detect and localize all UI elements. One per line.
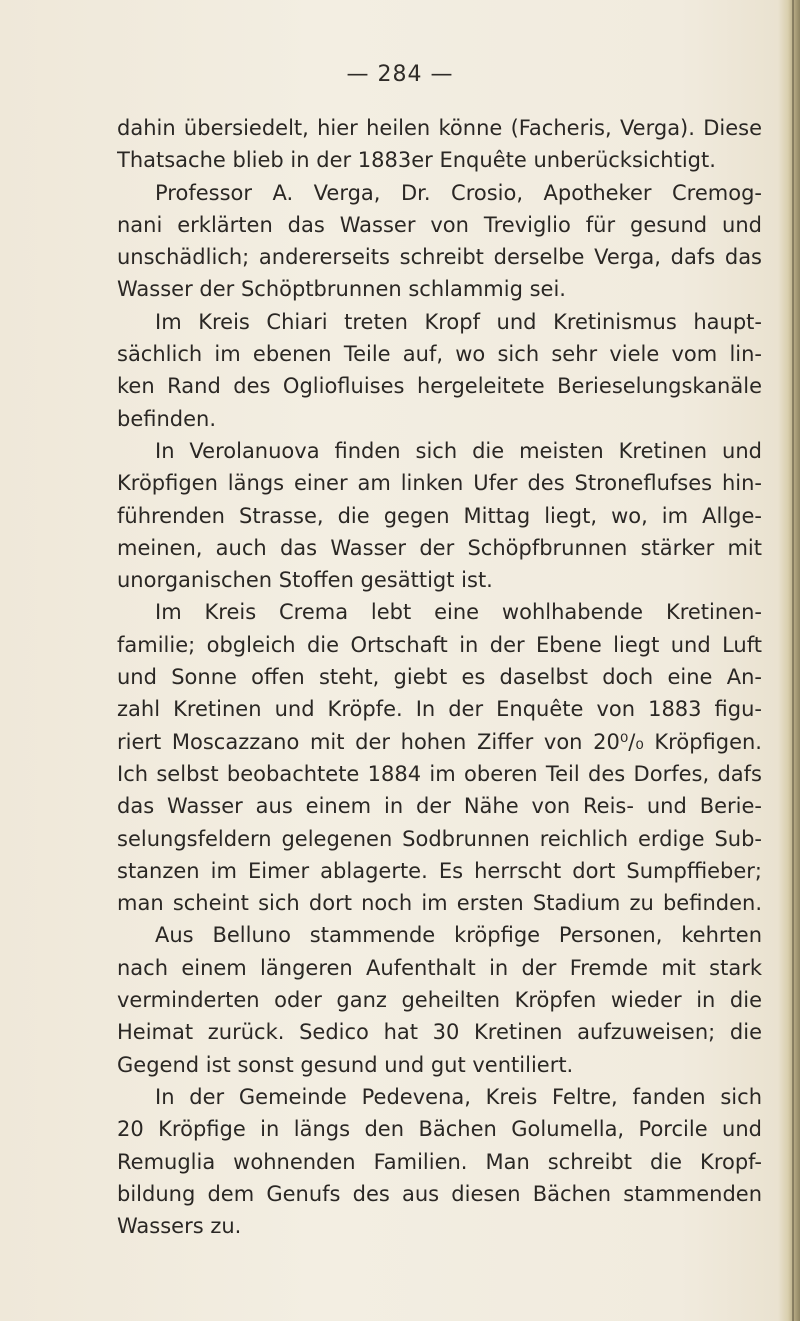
text-line: unorganischen Stoffen gesättigt ist.: [117, 568, 493, 593]
text-line: Gegend ist sonst gesund und gut ventiliert.: [117, 1052, 574, 1077]
text-line: Remuglia wohnenden Familien. Man schreibt die Kropf-: [117, 1149, 762, 1174]
text-line: meinen, auch das Wasser der Schöpfbrunnen stärker mit: [117, 535, 762, 560]
text-line: sächlich im ebenen Teile auf, wo sich sehr viele vom lin-: [117, 342, 762, 367]
page-edge-shadow: [778, 0, 800, 1321]
text-line: nach einem längeren Aufenthalt in der Fremde mit stark: [117, 955, 762, 980]
text-line: und Sonne offen steht, giebt es daselbst doch eine An-: [117, 665, 762, 690]
text-line: Professor A. Verga, Dr. Crosio, Apotheker Cremog-: [155, 180, 762, 205]
text-line: riert Moscazzano mit der hohen Ziffer von 20⁰/₀ Kröpfigen.: [117, 729, 762, 754]
page-edge-line: [792, 0, 794, 1321]
text-line: Im Kreis Chiari treten Kropf und Kretinismus haupt-: [155, 309, 762, 334]
text-line: unschädlich; andererseits schreibt derselbe Verga, dafs das: [117, 245, 762, 270]
text-line: nani erklärten das Wasser von Treviglio für gesund und: [117, 212, 762, 237]
text-line: Kröpfigen längs einer am linken Ufer des Stroneflufses hin-: [117, 471, 762, 496]
text-line: 20 Kröpfige in längs den Bächen Golumella, Porcile und: [117, 1117, 762, 1142]
text-line: befinden.: [117, 406, 217, 431]
text-line: ken Rand des Ogliofluises hergeleitete Berieselungskanäle: [117, 374, 762, 399]
text-line: bildung dem Genufs des aus diesen Bächen stammenden: [117, 1181, 762, 1206]
text-line: man scheint sich dort noch im ersten Stadium zu befinden.: [117, 891, 762, 916]
text-line: selungsfeldern gelegenen Sodbrunnen reichlich erdige Sub-: [117, 826, 762, 851]
text-line: das Wasser aus einem in der Nähe von Reis- und Berie-: [117, 794, 762, 819]
text-line: zahl Kretinen und Kröpfe. In der Enquête von 1883 figu-: [117, 697, 762, 722]
text-line: Im Kreis Crema lebt eine wohlhabende Kretinen-: [155, 600, 762, 625]
text-line: In der Gemeinde Pedevena, Kreis Feltre, fanden sich: [155, 1084, 762, 1109]
text-line: Wasser der Schöptbrunnen schlammig sei.: [117, 277, 566, 302]
text-line: dahin übersiedelt, hier heilen könne (Facheris, Verga). Diese: [117, 116, 762, 140]
text-line: familie; obgleich die Ortschaft in der Ebene liegt und Luft: [117, 632, 762, 657]
text-line: Thatsache blieb in der 1883er Enquête unberücksichtigt.: [117, 148, 716, 173]
page-number: — 284 —: [346, 62, 454, 87]
text-line: Wassers zu.: [117, 1214, 242, 1239]
body-text: [117, 112, 762, 1242]
text-line: verminderten oder ganz geheilten Kröpfen wieder in die: [117, 988, 762, 1013]
text-line: Aus Belluno stammende kröpfige Personen, kehrten: [155, 923, 762, 948]
text-line: In Verolanuova finden sich die meisten Kretinen und: [155, 438, 762, 463]
text-line: führenden Strasse, die gegen Mittag liegt, wo, im Allge-: [117, 503, 762, 528]
text-line: stanzen im Eimer ablagerte. Es herrscht dort Sumpffieber;: [117, 858, 762, 883]
text-line: Ich selbst beobachtete 1884 im oberen Teil des Dorfes, dafs: [117, 761, 762, 786]
text-line: Heimat zurück. Sedico hat 30 Kretinen aufzuweisen; die: [117, 1020, 762, 1045]
